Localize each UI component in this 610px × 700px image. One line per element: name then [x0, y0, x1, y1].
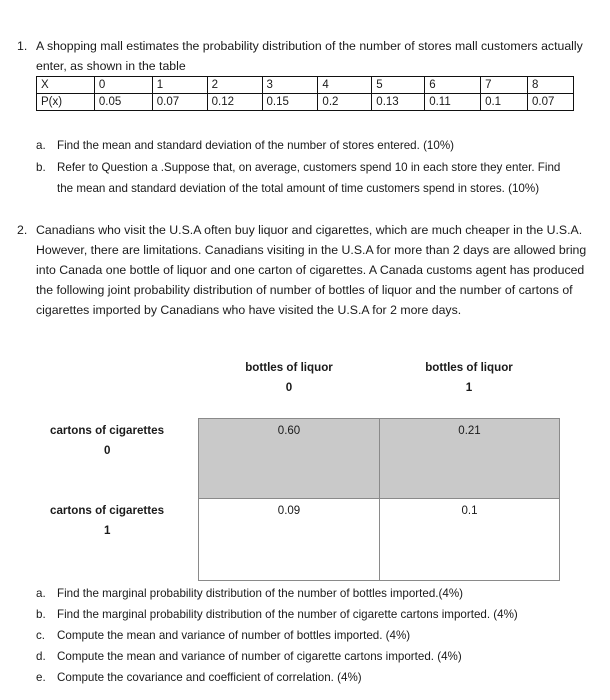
joint-cell-r1-c1	[379, 498, 560, 581]
q2-part-c-text: Compute the mean and variance of number of bottles imported. (4%)	[57, 629, 411, 642]
q2-part-e-label: e.	[36, 671, 46, 684]
col-header-label: bottles of liquor	[425, 361, 513, 374]
q2-part-a-text: Find the marginal probability distribution of the number of bottles imported.(4%)	[57, 587, 463, 600]
q2-part-d-text: Compute the mean and variance of number of cigarette cartons imported. (4%)	[57, 650, 462, 663]
table-row-px	[37, 94, 574, 111]
q2-part-c-label: c.	[36, 629, 46, 642]
table-cell: 0.15	[262, 94, 318, 111]
joint-cell-value: 0.60	[277, 425, 301, 437]
row-header-cigarettes-1	[50, 501, 170, 541]
q2-part-d-label: d.	[36, 650, 46, 663]
q2-text-line-5: cigarettes imported by Canadians who have visited the U.S.A for 2 more days.	[36, 303, 462, 317]
table-cell: 3	[262, 77, 318, 94]
table-cell: 1	[152, 77, 207, 94]
table-cell: X	[37, 77, 95, 94]
q1-part-b-label: b.	[36, 161, 46, 174]
table-row-x	[37, 77, 574, 94]
joint-cell-r0-c0	[198, 418, 380, 499]
joint-cell-r1-c0	[198, 498, 380, 581]
table-cell: 4	[318, 77, 372, 94]
joint-cell-r0-c1	[379, 418, 560, 499]
table-cell: 0.12	[207, 94, 262, 111]
row-header-label: cartons of cigarettes	[50, 504, 165, 517]
joint-cell-value: 0.1	[461, 505, 478, 517]
table-cell: 6	[425, 77, 481, 94]
q2-part-b-text: Find the marginal probability distribution of the number of cigarette cartons imported. (4%)	[57, 608, 518, 621]
q1-number: 1.	[17, 39, 28, 53]
col-header-liquor-1	[380, 358, 558, 398]
row-header-cigarettes-0	[50, 421, 170, 461]
q1-part-b-text-1: Refer to Question a .Suppose that, on average, customers spend 10 in each store they enter. Find	[57, 161, 561, 174]
col-header-liquor-0	[200, 358, 378, 398]
q2-number: 2.	[17, 223, 28, 237]
q2-text-line-1: Canadians who visit the U.S.A often buy liquor and cigarettes, which are much cheaper in the U.S.A.	[36, 223, 583, 237]
q2-part-b-label: b.	[36, 608, 46, 621]
table-cell: 0	[94, 77, 152, 94]
q2-text-line-2: However, there are limitations. Canadians visiting in the U.S.A for more than 2 days are allowed bring	[36, 243, 587, 257]
joint-cell-value: 0.09	[277, 505, 301, 517]
table-cell: 2	[207, 77, 262, 94]
table-cell: 0.11	[425, 94, 481, 111]
table-cell: 0.05	[94, 94, 152, 111]
table-cell: 0.13	[372, 94, 425, 111]
q1-text-line-2: enter, as shown in the table	[36, 59, 186, 73]
table-cell: 0.07	[152, 94, 207, 111]
table-cell: 8	[528, 77, 574, 94]
q2-text-line-3: into Canada one bottle of liquor and one carton of cigarettes. A Canada customs agent has produced	[36, 263, 585, 277]
col-header-value: 0	[285, 381, 293, 394]
distribution-table	[36, 76, 574, 111]
table-cell: 5	[372, 77, 425, 94]
table-cell: 0.2	[318, 94, 372, 111]
col-header-label: bottles of liquor	[245, 361, 333, 374]
q1-text-line-1: A shopping mall estimates the probability distribution of the number of stores mall customers actually	[36, 39, 583, 53]
joint-cell-value: 0.21	[458, 425, 481, 437]
q1-part-a-text: Find the mean and standard deviation of the number of stores entered. (10%)	[57, 139, 455, 152]
table-cell: 0.1	[481, 94, 528, 111]
q1-part-a-label: a.	[36, 139, 46, 152]
table-cell: 7	[481, 77, 528, 94]
q2-part-a-label: a.	[36, 587, 46, 600]
q2-part-e-text: Compute the covariance and coefficient of correlation. (4%)	[57, 671, 362, 684]
row-header-label: cartons of cigarettes	[50, 424, 165, 437]
q2-text-line-4: the following joint probability distribution of number of bottles of liquor and the number of cartons of	[36, 283, 573, 297]
table-cell: P(x)	[37, 94, 95, 111]
col-header-value: 1	[465, 381, 473, 394]
table-cell: 0.07	[528, 94, 574, 111]
q1-part-b-text-2: the mean and standard deviation of the total amount of time customers spend in stores. (10%)	[57, 182, 540, 195]
row-header-value: 1	[104, 524, 111, 537]
row-header-value: 0	[104, 444, 111, 457]
